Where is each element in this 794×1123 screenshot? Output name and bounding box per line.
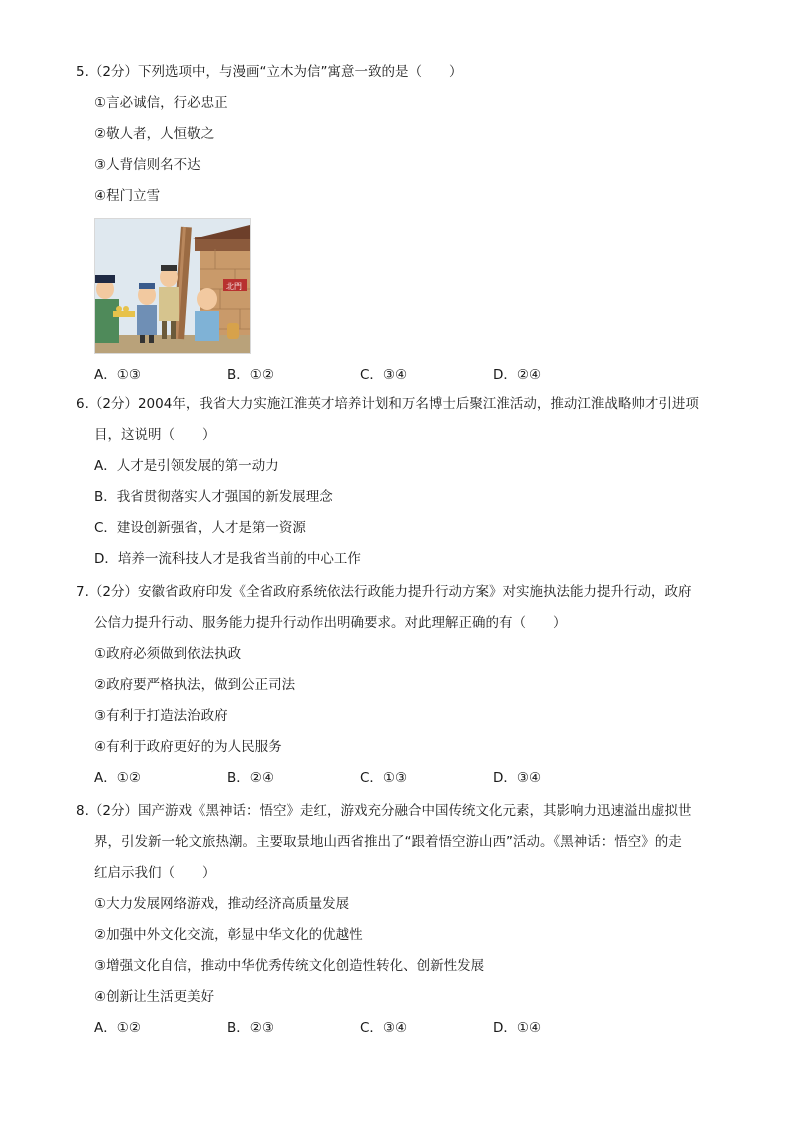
question-5-choice-b[interactable]: B．①② xyxy=(227,367,274,383)
question-8 xyxy=(76,796,726,1044)
question-8-choice-d[interactable]: D．①④ xyxy=(493,1020,542,1036)
question-7-choices xyxy=(76,763,726,794)
question-6-stem-line-2: 目，这说明（ ） xyxy=(94,427,216,443)
question-5-stem: 5.（2分）下列选项中，与漫画“立木为信”寓意一致的是（ ） xyxy=(76,64,463,80)
question-8-choices xyxy=(76,1013,726,1044)
question-7-choice-c[interactable]: C．①③ xyxy=(360,770,408,786)
question-5-choice-c[interactable]: C．③④ xyxy=(360,367,408,383)
question-6-option-c[interactable]: C．建设创新强省，人才是第一资源 xyxy=(94,520,306,536)
question-5-choices xyxy=(76,360,726,391)
question-7-stem-line-1: 7.（2分）安徽省政府印发《全省政府系统依法行政能力提升行动方案》对实施执法能力提升行动，政府 xyxy=(76,584,692,600)
question-7-stem-line-2: 公信力提升行动、服务能力提升行动作出明确要求。对此理解正确的有（ ） xyxy=(94,615,567,631)
question-5-item-2: ②敬人者，人恒敬之 xyxy=(94,126,215,142)
cartoon-illustration xyxy=(95,219,250,353)
question-6-stem-line-1: 6.（2分）2004年，我省大力实施江淮英才培养计划和万名博士后聚江淮活动，推动江淮战略帅才引进项 xyxy=(76,396,699,412)
question-8-item-4: ④创新让生活更美好 xyxy=(94,989,215,1005)
question-5-choice-d[interactable]: D．②④ xyxy=(493,367,542,383)
cartoon-liu-mu-wei-xin-illustration xyxy=(94,218,251,354)
question-8-stem-line-2: 界，引发新一轮文旅热潮。主要取景地山西省推出了“跟着悟空游山西”活动。《黑神话：悟空》的走 xyxy=(94,834,682,850)
question-6-option-b[interactable]: B．我省贯彻落实人才强国的新发展理念 xyxy=(94,489,333,505)
question-6-option-d[interactable]: D．培养一流科技人才是我省当前的中心工作 xyxy=(94,551,361,567)
question-8-choice-a[interactable]: A．①② xyxy=(94,1020,141,1036)
question-7-choice-a[interactable]: A．①② xyxy=(94,770,141,786)
question-6 xyxy=(76,389,726,575)
question-7-item-3: ③有利于打造法治政府 xyxy=(94,708,228,724)
question-5-item-3: ③人背信则名不达 xyxy=(94,157,201,173)
question-8-choice-b[interactable]: B．②③ xyxy=(227,1020,274,1036)
question-5-item-1: ①言必诚信，行必忠正 xyxy=(94,95,228,111)
question-7 xyxy=(76,577,726,794)
question-8-item-2: ②加强中外文化交流，彰显中华文化的优越性 xyxy=(94,927,363,943)
question-7-choice-d[interactable]: D．③④ xyxy=(493,770,542,786)
question-5-item-4: ④程门立雪 xyxy=(94,188,161,204)
question-5 xyxy=(76,57,726,391)
question-7-item-2: ②政府要严格执法，做到公正司法 xyxy=(94,677,296,693)
question-7-item-1: ①政府必须做到依法执政 xyxy=(94,646,242,662)
question-5-choice-a[interactable]: A．①③ xyxy=(94,367,141,383)
question-6-option-a[interactable]: A．人才是引领发展的第一动力 xyxy=(94,458,279,474)
question-8-stem-line-1: 8.（2分）国产游戏《黑神话：悟空》走红，游戏充分融合中国传统文化元素，其影响力迅速溢出虚拟世 xyxy=(76,803,692,819)
question-8-item-3: ③增强文化自信，推动中华优秀传统文化创造性转化、创新性发展 xyxy=(94,958,485,974)
gate-sign: 北門 xyxy=(226,282,242,291)
question-7-choice-b[interactable]: B．②④ xyxy=(227,770,274,786)
question-8-stem-line-3: 红启示我们（ ） xyxy=(94,865,216,881)
question-8-item-1: ①大力发展网络游戏，推动经济高质量发展 xyxy=(94,896,350,912)
question-8-choice-c[interactable]: C．③④ xyxy=(360,1020,408,1036)
question-7-item-4: ④有利于政府更好的为人民服务 xyxy=(94,739,282,755)
